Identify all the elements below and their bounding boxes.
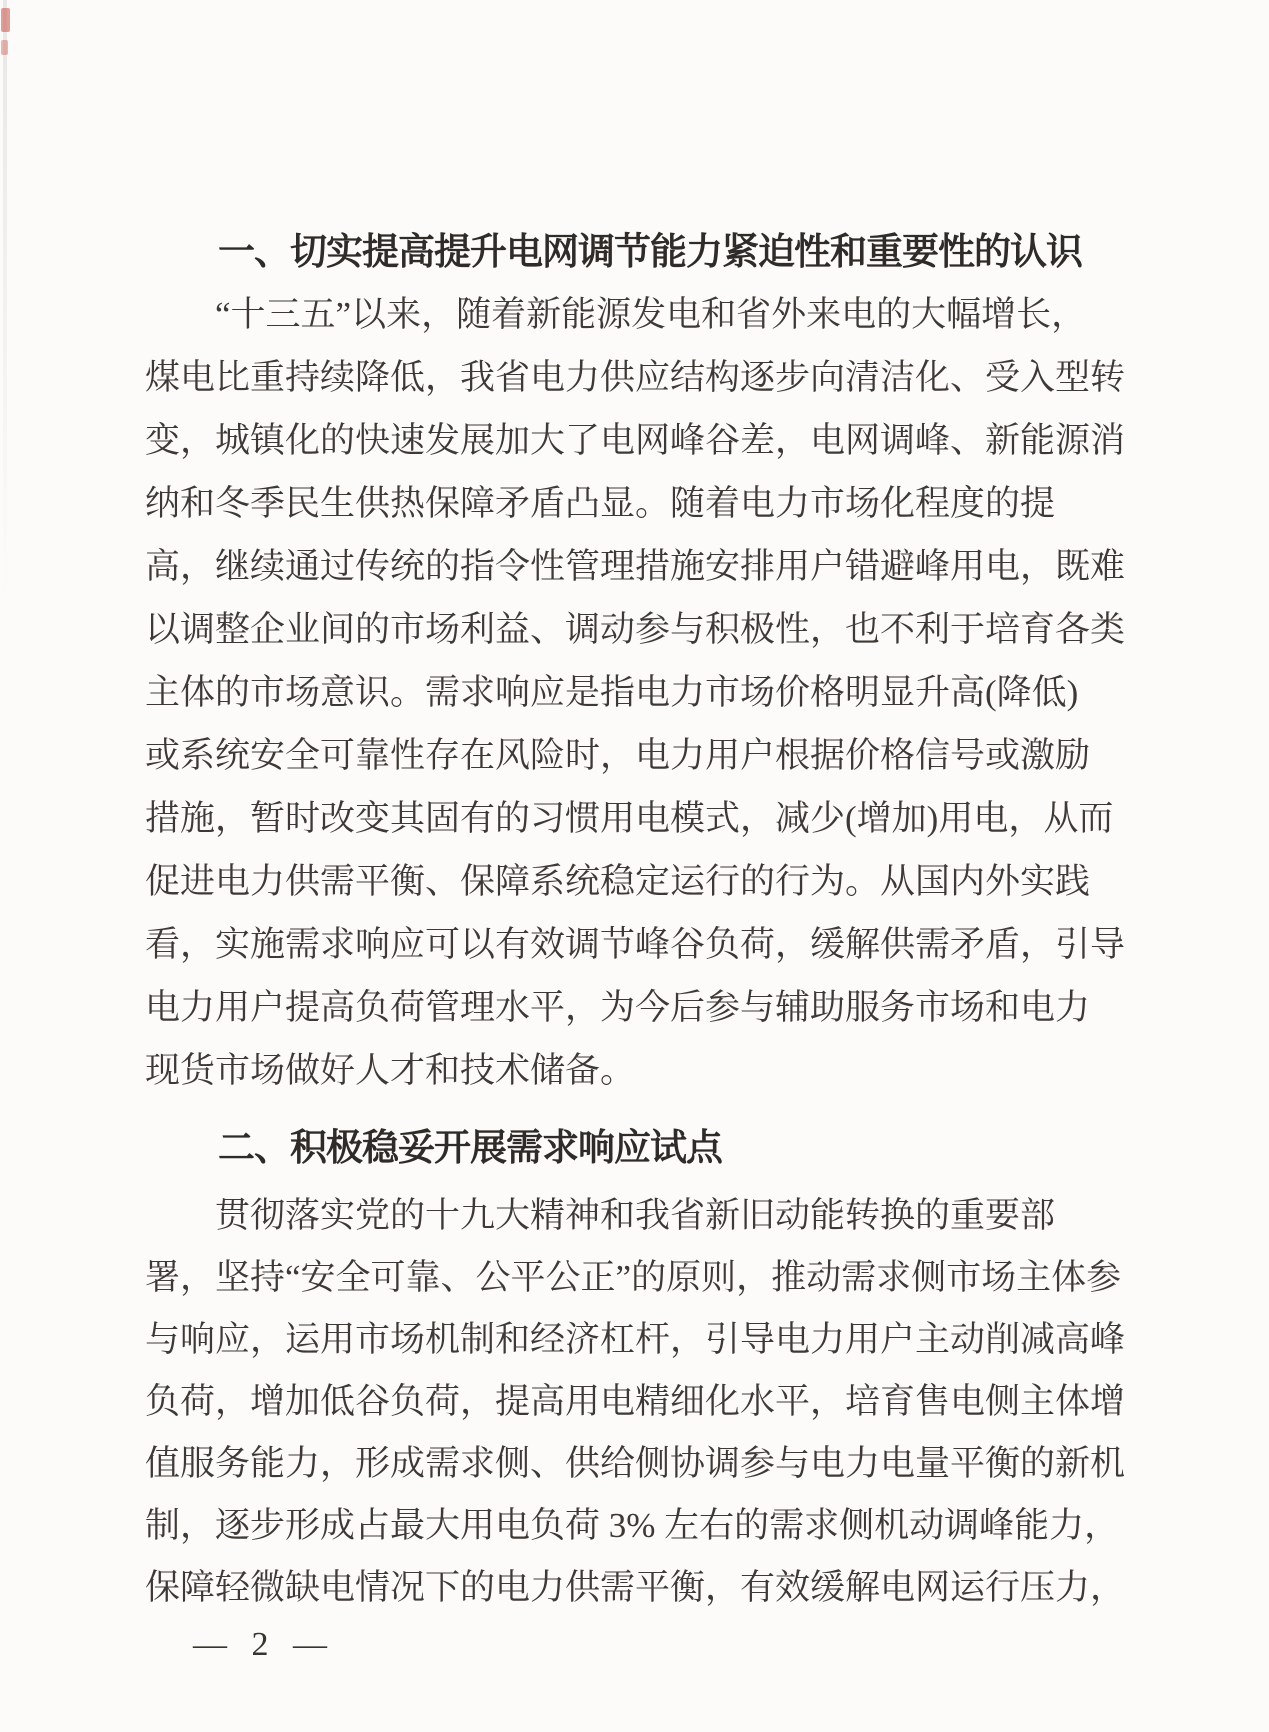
body-line: 保障轻微缺电情况下的电力供需平衡，有效缓解电网运行压力， [145,1568,1126,1607]
red-edge-mark [1,8,10,32]
body-line: 现货市场做好人才和技术储备。 [145,1051,636,1090]
body-line: 制，逐步形成占最大用电负荷 3% 左右的需求侧机动调峰能力， [145,1506,1120,1545]
body-line: 纳和冬季民生供热保障矛盾凸显。随着电力市场化程度的提 [145,484,1056,523]
body-line: 变，城镇化的快速发展加大了电网峰谷差，电网调峰、新能源消 [145,421,1126,460]
body-line: 与响应，运用市场机制和经济杠杆，引导电力用户主动削减高峰 [145,1320,1126,1359]
scan-edge-artifact [3,0,7,600]
body-line: 高，继续通过传统的指令性管理措施安排用户错避峰用电，既难 [145,547,1126,586]
section-2-heading: 二、积极稳妥开展需求响应试点 [218,1126,722,1169]
section-1-heading: 一、切实提高提升电网调节能力紧迫性和重要性的认识 [218,230,1082,273]
body-line: 促进电力供需平衡、保障系统稳定运行的行为。从国内外实践 [145,862,1091,901]
body-line: “十三五”以来，随着新能源发电和省外来电的大幅增长， [215,295,1087,334]
body-line: 贯彻落实党的十九大精神和我省新旧动能转换的重要部 [215,1196,1056,1235]
body-line: 以调整企业间的市场利益、调动参与积极性，也不利于培育各类 [145,610,1126,649]
body-line: 电力用户提高负荷管理水平，为今后参与辅助服务市场和电力 [145,988,1091,1027]
body-line: 措施，暂时改变其固有的习惯用电模式，减少(增加)用电，从而 [145,799,1114,838]
body-line: 煤电比重持续降低，我省电力供应结构逐步向清洁化、受入型转 [145,358,1126,397]
body-line: 看，实施需求响应可以有效调节峰谷负荷，缓解供需矛盾，引导 [145,925,1126,964]
red-edge-mark [1,40,8,55]
body-line: 负荷，增加低谷负荷，提高用电精细化水平，培育售电侧主体增 [145,1382,1126,1421]
body-line: 署，坚持“安全可靠、公平公正”的原则，推动需求侧市场主体参 [145,1258,1122,1297]
body-line: 值服务能力，形成需求侧、供给侧协调参与电力电量平衡的新机 [145,1444,1126,1483]
body-line: 主体的市场意识。需求响应是指电力市场价格明显升高(降低) [145,673,1079,712]
page-number: — 2 — [193,1626,335,1663]
body-line: 或系统安全可靠性存在风险时，电力用户根据价格信号或激励 [145,736,1091,775]
